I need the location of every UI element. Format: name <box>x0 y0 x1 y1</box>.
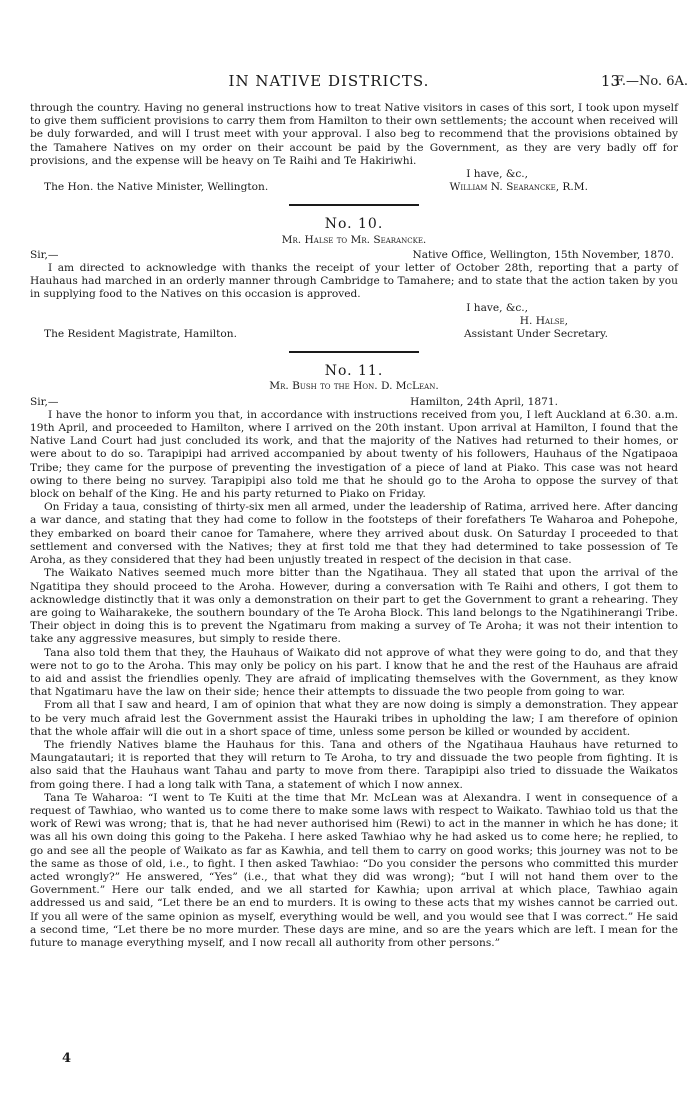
printer-signature-mark: 4 <box>62 1051 72 1066</box>
signature-row <box>30 328 678 341</box>
dateline: Hamilton, 24th April, 1871. <box>410 395 558 408</box>
closing: I have, &c., <box>466 168 528 181</box>
letter-number: No. 10. <box>324 216 384 233</box>
salutation-row <box>30 396 678 409</box>
closing: I have, &c., <box>466 301 528 314</box>
letter-11 <box>30 365 678 950</box>
letter-heading: Mr. Bush to the Hon. D. McLean. <box>269 380 439 393</box>
dateline: Native Office, Wellington, 15th November, 1870. <box>412 248 674 261</box>
paragraph: Tana Te Waharoa: “I went to Te Kuiti at the time that Mr. McLean was at Alexandra. I went in consequence of a request of Tawhiao, who wanted us to come there to make some laws with respect to Waikato. Tawhiao told us that the work of Rewi was wrong; that is, that he had never authorised him (Rewi) to act in the manner in which he has done; it was all his own doing this going to the Pakeha. I here asked Tawhiao why he had asked us to come here; he replied, to go and see all the people of Waikato as far as Kawhia, and tell them to carry on good works; this journey was not to be the same as those of old, i.e., to fight. I then asked Tawhiao: “Do you consider the persons who committed this murder acted wrongly?” He answered, “Yes” (i.e., that what they did was wrong); “but I will not hand them over to the Government.” Here our talk ended, and we all started for Kawhia; upon arrival at which place, Tawhiao again addressed us and said, “Let there be an end to murders. It is owing to these acts that my wishes cannot be carried out. If you all were of the same opinion as myself, everything would be well, and you would see that I was correct.” He said a second time, “Let there be no more murder. These days are mine, and so are the years which are left. I mean for the future to manage everything myself, and I now recall all authority from other persons.” <box>30 791 678 949</box>
paragraph: The friendly Natives blame the Hauhaus for this. Tana and others of the Ngatihaua Hauhaus have returned to Maungatautari; it is reported that they will return to Te Aroha, to try and dissuade the two people from fighting. It is also said that the Hauhaus want Tahau and party to move from there. Tarapipipi also tried to dissuade the Waikatos from going there. I had a long talk with Tana, a statement of which I now annex. <box>30 738 678 791</box>
salutation: Sir,— <box>30 395 59 408</box>
running-title: IN NATIVE DISTRICTS. <box>228 72 430 90</box>
paragraph: Tana also told them that they, the Hauhaus of Waikato did not approve of what they were going to do, and that they were not to go to the Aroha. This may only be policy on his part. I know that he and the rest of the Hauhaus are afraid to aid and assist the friendlies openly. They are afraid of implicating themselves with the Government, as they know that Ngatimaru have the law on their side; hence their attempts to dissuade the two people from going to war. <box>30 646 678 699</box>
letter-number: No. 11. <box>324 363 384 380</box>
paragraph: The Waikato Natives seemed much more bitter than the Ngatihaua. They all stated that upon the arrival of the Ngatitipa they should proceed to the Aroha. However, during a conversation with Te Raihi and others, I got them to acknowledge distinctly that it was only a demonstration on their part to get the Government to grant a rehearing. They are going to Waiharakeke, the southern boundary of the Te Aroha Block. This land belongs to the Ngatihinerangi Tribe. Their object in doing this is to prevent the Ngatimaru from making a survey of Te Aroha; it was not their intention to take any aggressive measures, but simply to reside there. <box>30 567 678 646</box>
paragraph: On Friday a taua, consisting of thirty-six men all armed, under the leadership of Ratima, arrived here. After dancing a war dance, and stating that they had come to follow in the footsteps of their forefathers Te Waharoa and Pohepohe, they embarked on board their canoe for Tamahere, where they arrived about dusk. On Saturday I proceeded to that settlement and conversed with the Natives; they at first told me that they had determined to take possession of Te Aroha, as they considered that they had been unjustly treated in respect of the decision in that case. <box>30 501 678 567</box>
signature-row <box>30 181 678 194</box>
letter-10 <box>30 218 678 341</box>
signature: H. Halse, <box>519 314 568 327</box>
salutation: Sir,— <box>30 248 59 261</box>
section-divider <box>289 351 419 353</box>
paragraph: I am directed to acknowledge with thanks the receipt of your letter of October 28th, reporting that a party of Hauhaus had marched in an orderly manner through Cambridge to Tamahere; and to state that the action taken by you in supplying food to the Natives on this occasion is approved. <box>30 262 678 301</box>
section-divider <box>289 204 419 206</box>
page-body <box>30 102 678 950</box>
document-reference: F.—No. 6A. <box>614 74 688 89</box>
paragraph: I have the honor to inform you that, in accordance with instructions received from you, I left Auckland at 6.30. a.m. 19th April, and proceeded to Hamilton, where I arrived on the 20th instant. Upon arrival at Hamilton, I found that the Native Land Court had just concluded its work, and that the majority of the Natives had returned to their homes, or were about to do so. Tarapipipi had arrived accompanied by about twenty of his followers, Hauhaus of the Ngatipaoa Tribe; they came for the purpose of preventing the investigation of a piece of land at Piako. This case was not heard owing to there being no survey. Tarapipipi also told me that he should go to the Aroha to oppose the survey of that block on behalf of the King. He and his party returned to Piako on Friday. <box>30 408 678 501</box>
paragraph: From all that I saw and heard, I am of opinion that what they are now doing is simply a demonstration. They appear to be very much afraid lest the Government assist the Hauraki tribes in upholding the law; I am therefore of opinion that the whole affair will die out in a short space of time, unless some person be killed or wounded by accident. <box>30 699 678 738</box>
signature: William N. Searancke, R.M. <box>449 181 588 194</box>
letter-9-continuation <box>30 102 678 194</box>
letter-heading: Mr. Halse to Mr. Searancke. <box>281 233 427 246</box>
page-header <box>30 72 688 94</box>
paragraph: through the country. Having no general instructions how to treat Native visitors in cases of this sort, I took upon myself to give them sufficient provisions to carry them from Hamilton to their own settlements; the account when received will be duly forwarded, and will I trust meet with your approval. I also beg to recommend that the provisions obtained by the Tamahere Natives on my order on their account be paid by the Government, as they are very badly off for provisions, and the expense will be heavy on Te Raihi and Te Hakiriwhi. <box>30 102 678 167</box>
signer-title: Assistant Under Secretary. <box>464 328 608 341</box>
addressee: The Hon. the Native Minister, Wellington. <box>44 181 269 194</box>
page-number: 13 <box>600 72 620 90</box>
salutation-row <box>30 249 678 262</box>
addressee: The Resident Magistrate, Hamilton. <box>44 328 237 341</box>
